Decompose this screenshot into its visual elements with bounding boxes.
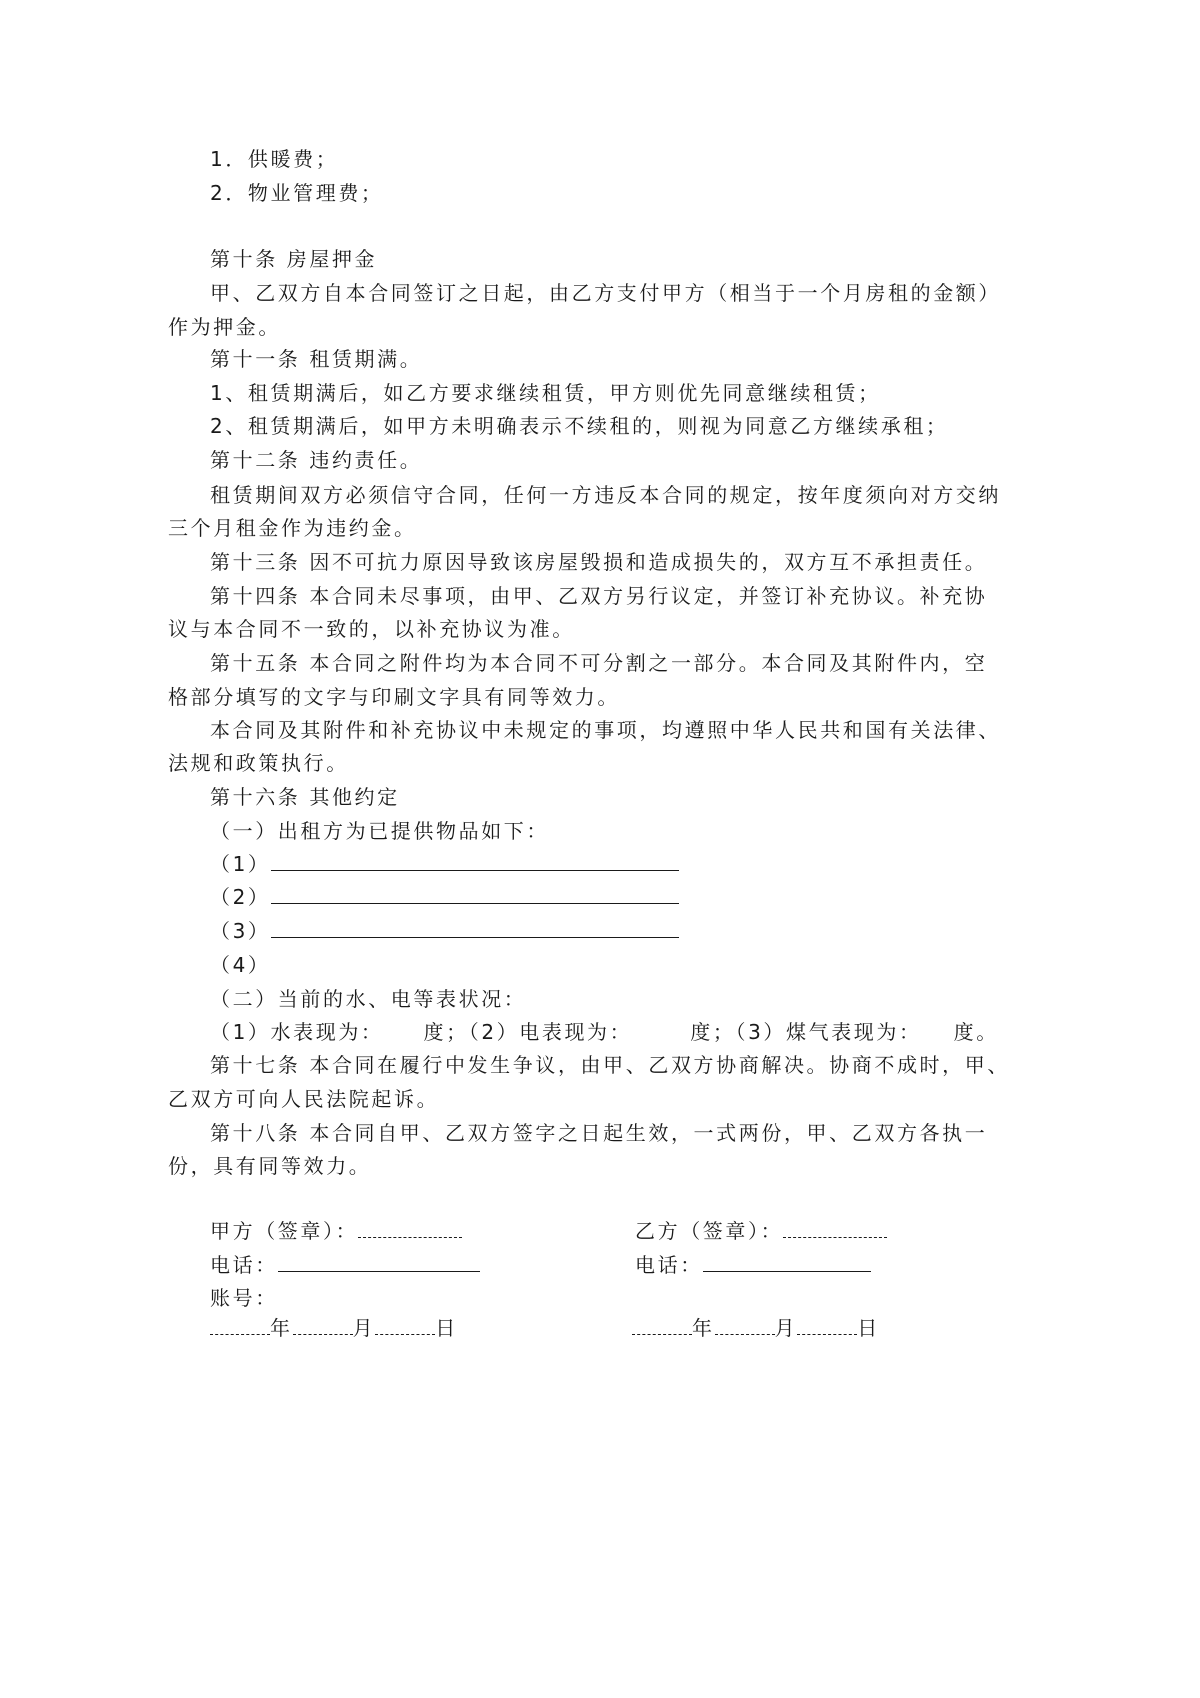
article-11-item2: 2、租赁期满后，如甲方未明确表示不续租的，则视为同意乙方继续承租； [210, 414, 949, 438]
article-15-line4: 法规和政策执行。 [168, 751, 349, 775]
party-b-month-blank[interactable] [715, 1316, 775, 1335]
provided-item-4: （4） [210, 953, 271, 977]
electric-meter-unit: 度； [690, 1020, 736, 1044]
provided-item-label: （2） [210, 885, 271, 909]
article-18-line2: 份，具有同等效力。 [168, 1154, 372, 1178]
party-b-phone-label: 电话： [635, 1253, 703, 1277]
party-a-phone-blank[interactable] [278, 1253, 480, 1272]
article-14-line2: 议与本合同不一致的，以补充协议为准。 [168, 617, 575, 641]
article-16-sub1: （一）出租方为已提供物品如下： [210, 819, 549, 843]
party-b-phone [635, 1252, 871, 1278]
year-label: 年 [270, 1316, 293, 1340]
provided-item-label: （1） [210, 852, 271, 876]
gas-meter-unit: 度。 [953, 1020, 999, 1044]
article-14-line1: 第十四条 本合同未尽事项，由甲、乙双方另行议定，并签订补充协议。补充协 [210, 584, 988, 608]
party-b-day-blank[interactable] [797, 1316, 857, 1335]
party-b-signature-blank[interactable] [783, 1219, 887, 1238]
provided-item-blank-line[interactable] [271, 852, 679, 871]
article-17-line1: 第十七条 本合同在履行中发生争议，由甲、乙双方协商解决。协商不成时，甲、 [210, 1053, 1010, 1077]
party-b-year-blank[interactable] [632, 1316, 692, 1335]
party-a-signature-blank[interactable] [358, 1219, 462, 1238]
party-a-signature [210, 1218, 462, 1244]
provided-item-blank-line[interactable] [271, 919, 679, 938]
provided-item-1 [210, 851, 679, 877]
article-12-body-line1: 租赁期间双方必须信守合同，任何一方违反本合同的规定，按年度须向对方交纳 [210, 483, 1001, 507]
article-10-body-line1: 甲、乙双方自本合同签订之日起，由乙方支付甲方（相当于一个月房租的金额） [210, 281, 1001, 305]
article-15-line3: 本合同及其附件和补充协议中未规定的事项，均遵照中华人民共和国有关法律、 [210, 718, 1001, 742]
year-label: 年 [692, 1316, 715, 1340]
article-11-item1: 1、租赁期满后，如乙方要求继续租赁，甲方则优先同意继续租赁； [210, 381, 881, 405]
month-label: 月 [352, 1316, 376, 1340]
party-a-label: 甲方（签章）： [210, 1219, 359, 1243]
provided-item-label: （3） [210, 919, 271, 943]
article-12-body-line2: 三个月租金作为违约金。 [168, 516, 417, 540]
day-label: 日 [435, 1316, 458, 1340]
fee-item-heating: 1．供暖费； [210, 147, 339, 171]
provided-item-blank-line[interactable] [271, 885, 679, 904]
party-a-date [210, 1315, 458, 1341]
article-11-title: 第十一条 租赁期满。 [210, 347, 423, 371]
fee-item-property: 2．物业管理费； [210, 181, 384, 205]
article-17-line2: 乙双方可向人民法院起诉。 [168, 1087, 440, 1111]
party-b-label: 乙方（签章）： [635, 1219, 784, 1243]
article-16-title: 第十六条 其他约定 [210, 785, 400, 809]
party-a-account-label: 账号： [210, 1286, 278, 1310]
meter-readings [210, 1019, 999, 1045]
water-meter-unit: 度； [423, 1020, 469, 1044]
article-18-line1: 第十八条 本合同自甲、乙双方签字之日起生效，一式两份，甲、乙双方各执一 [210, 1121, 988, 1145]
party-a-day-blank[interactable] [375, 1316, 435, 1335]
electric-meter-label: （2）电表现为： [468, 1020, 633, 1044]
party-a-year-blank[interactable] [210, 1316, 270, 1335]
party-a-phone-label: 电话： [210, 1253, 278, 1277]
article-13-text: 第十三条 因不可抗力原因导致该房屋毁损和造成损失的，双方互不承担责任。 [210, 550, 988, 574]
article-12-title: 第十二条 违约责任。 [210, 448, 423, 472]
provided-item-2 [210, 884, 679, 910]
article-15-line1: 第十五条 本合同之附件均为本合同不可分割之一部分。本合同及其附件内，空 [210, 651, 988, 675]
party-b-signature [635, 1218, 887, 1244]
article-16-sub2: （二）当前的水、电等表状况： [210, 987, 527, 1011]
day-label: 日 [857, 1316, 880, 1340]
gas-meter-label: （3）煤气表现为： [735, 1020, 922, 1044]
party-b-date [632, 1315, 880, 1341]
party-a-phone [210, 1252, 480, 1278]
month-label: 月 [774, 1316, 798, 1340]
article-15-line2: 格部分填写的文字与印刷文字具有同等效力。 [168, 685, 620, 709]
party-b-phone-blank[interactable] [703, 1253, 871, 1272]
article-10-title: 第十条 房屋押金 [210, 247, 378, 271]
provided-item-3 [210, 918, 679, 944]
article-10-body-line2: 作为押金。 [168, 315, 281, 339]
water-meter-label: （1）水表现为： [210, 1020, 384, 1044]
party-a-month-blank[interactable] [293, 1316, 353, 1335]
